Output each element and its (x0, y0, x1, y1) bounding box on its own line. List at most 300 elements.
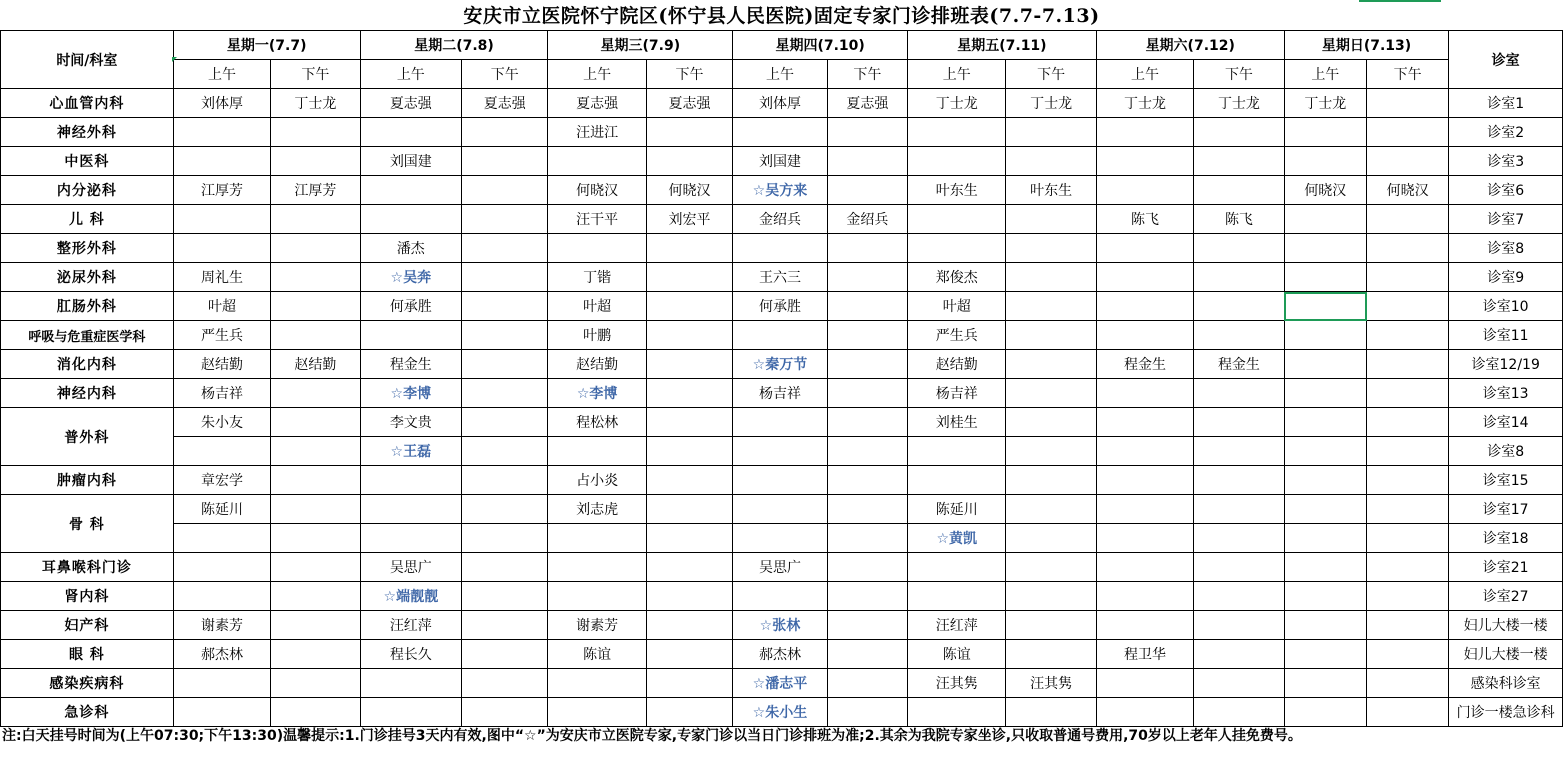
schedule-cell[interactable]: 郝杰林 (733, 640, 827, 669)
schedule-cell[interactable] (360, 698, 461, 727)
schedule-cell[interactable]: 丁士龙 (908, 89, 1006, 118)
schedule-cell[interactable]: 叶超 (173, 292, 270, 321)
schedule-cell[interactable]: 刘桂生 (908, 408, 1006, 437)
schedule-cell[interactable] (733, 466, 827, 495)
schedule-cell[interactable] (827, 495, 907, 524)
schedule-cell[interactable] (908, 466, 1006, 495)
schedule-cell[interactable]: 程长久 (360, 640, 461, 669)
schedule-cell[interactable] (1096, 669, 1193, 698)
schedule-cell[interactable] (1006, 408, 1096, 437)
schedule-cell[interactable] (1194, 379, 1284, 408)
schedule-cell[interactable] (462, 611, 548, 640)
schedule-cell[interactable] (462, 321, 548, 350)
schedule-cell[interactable] (1006, 524, 1096, 553)
schedule-cell[interactable] (1284, 611, 1366, 640)
schedule-cell[interactable] (462, 408, 548, 437)
schedule-cell[interactable] (1096, 553, 1193, 582)
schedule-cell[interactable] (548, 669, 646, 698)
schedule-cell[interactable] (1367, 437, 1449, 466)
schedule-cell[interactable] (1006, 350, 1096, 379)
schedule-cell[interactable]: 程松林 (548, 408, 646, 437)
room-cell[interactable]: 诊室18 (1449, 524, 1563, 553)
schedule-cell[interactable] (462, 350, 548, 379)
schedule-cell[interactable] (827, 147, 907, 176)
schedule-cell[interactable] (827, 350, 907, 379)
department-cell[interactable]: 普外科 (1, 408, 174, 466)
schedule-cell[interactable] (908, 582, 1006, 611)
schedule-cell[interactable]: 汪干平 (548, 205, 646, 234)
schedule-cell[interactable] (1194, 437, 1284, 466)
schedule-cell[interactable]: 夏志强 (548, 89, 646, 118)
schedule-cell[interactable] (173, 147, 270, 176)
room-cell[interactable]: 诊室12/19 (1449, 350, 1563, 379)
schedule-cell[interactable] (1194, 292, 1284, 321)
department-cell[interactable]: 骨 科 (1, 495, 174, 553)
schedule-cell[interactable] (271, 437, 360, 466)
schedule-cell[interactable] (462, 698, 548, 727)
schedule-cell[interactable] (462, 437, 548, 466)
schedule-cell[interactable]: 刘国建 (733, 147, 827, 176)
room-cell[interactable]: 诊室15 (1449, 466, 1563, 495)
schedule-cell[interactable] (1284, 408, 1366, 437)
schedule-cell[interactable]: ☆吴奔 (360, 263, 461, 292)
schedule-cell[interactable] (646, 611, 732, 640)
schedule-cell[interactable] (827, 408, 907, 437)
schedule-cell[interactable] (462, 495, 548, 524)
schedule-cell[interactable] (1096, 147, 1193, 176)
schedule-cell[interactable] (1194, 524, 1284, 553)
schedule-cell[interactable] (908, 205, 1006, 234)
department-cell[interactable]: 肾内科 (1, 582, 174, 611)
schedule-cell[interactable] (1006, 321, 1096, 350)
schedule-cell[interactable] (646, 234, 732, 263)
schedule-cell[interactable]: 江厚芳 (271, 176, 360, 205)
schedule-cell[interactable] (827, 611, 907, 640)
schedule-cell[interactable] (733, 234, 827, 263)
schedule-cell[interactable] (1006, 292, 1096, 321)
schedule-cell[interactable] (360, 669, 461, 698)
schedule-cell[interactable]: 夏志强 (360, 89, 461, 118)
schedule-cell[interactable] (1284, 379, 1366, 408)
schedule-cell[interactable] (1194, 582, 1284, 611)
schedule-cell[interactable] (1096, 611, 1193, 640)
schedule-cell[interactable] (1367, 147, 1449, 176)
schedule-cell[interactable] (271, 582, 360, 611)
schedule-cell[interactable] (271, 640, 360, 669)
schedule-cell[interactable] (360, 524, 461, 553)
schedule-cell[interactable]: 吴思广 (360, 553, 461, 582)
schedule-cell[interactable] (462, 118, 548, 147)
schedule-cell[interactable] (271, 292, 360, 321)
schedule-cell[interactable] (908, 698, 1006, 727)
schedule-cell[interactable] (1194, 234, 1284, 263)
schedule-cell[interactable] (1096, 176, 1193, 205)
schedule-cell[interactable] (548, 147, 646, 176)
schedule-cell[interactable]: 何晓汉 (646, 176, 732, 205)
schedule-cell[interactable] (646, 118, 732, 147)
schedule-cell[interactable]: 叶东生 (908, 176, 1006, 205)
schedule-cell[interactable] (1194, 408, 1284, 437)
schedule-cell[interactable] (908, 147, 1006, 176)
department-cell[interactable]: 内分泌科 (1, 176, 174, 205)
schedule-cell[interactable] (462, 176, 548, 205)
schedule-cell[interactable] (1284, 234, 1366, 263)
schedule-cell[interactable]: 何晓汉 (1284, 176, 1366, 205)
schedule-cell[interactable] (271, 495, 360, 524)
room-cell[interactable]: 诊室21 (1449, 553, 1563, 582)
schedule-cell[interactable] (173, 524, 270, 553)
schedule-cell[interactable] (360, 321, 461, 350)
schedule-cell[interactable]: 赵结勤 (173, 350, 270, 379)
schedule-cell[interactable] (1284, 437, 1366, 466)
schedule-cell[interactable] (548, 524, 646, 553)
schedule-cell[interactable]: ☆李博 (360, 379, 461, 408)
room-cell[interactable]: 门诊一楼急诊科 (1449, 698, 1563, 727)
schedule-cell[interactable]: ☆朱小生 (733, 698, 827, 727)
schedule-cell[interactable] (733, 321, 827, 350)
schedule-cell[interactable] (1367, 89, 1449, 118)
schedule-cell[interactable]: 叶超 (548, 292, 646, 321)
schedule-cell[interactable] (271, 466, 360, 495)
schedule-cell[interactable] (646, 524, 732, 553)
schedule-cell[interactable] (1006, 205, 1096, 234)
schedule-cell[interactable]: 叶东生 (1006, 176, 1096, 205)
room-cell[interactable]: 诊室8 (1449, 437, 1563, 466)
schedule-cell[interactable] (360, 495, 461, 524)
schedule-cell[interactable] (173, 669, 270, 698)
schedule-cell[interactable] (173, 698, 270, 727)
schedule-cell[interactable] (1367, 234, 1449, 263)
schedule-cell[interactable] (271, 669, 360, 698)
schedule-cell[interactable] (1006, 263, 1096, 292)
schedule-cell[interactable] (1367, 669, 1449, 698)
room-cell[interactable]: 诊室17 (1449, 495, 1563, 524)
schedule-cell[interactable] (1367, 379, 1449, 408)
schedule-cell[interactable]: 杨吉祥 (908, 379, 1006, 408)
schedule-cell[interactable]: 陈谊 (908, 640, 1006, 669)
schedule-cell[interactable] (1006, 118, 1096, 147)
schedule-cell[interactable] (1367, 495, 1449, 524)
schedule-cell[interactable]: 金绍兵 (827, 205, 907, 234)
schedule-cell[interactable]: 程金生 (1096, 350, 1193, 379)
schedule-cell[interactable] (646, 321, 732, 350)
schedule-cell[interactable] (646, 147, 732, 176)
schedule-cell[interactable] (271, 205, 360, 234)
schedule-cell[interactable] (173, 205, 270, 234)
schedule-cell[interactable] (733, 524, 827, 553)
schedule-cell[interactable]: 刘国建 (360, 147, 461, 176)
schedule-cell[interactable] (1367, 205, 1449, 234)
schedule-cell[interactable] (908, 234, 1006, 263)
schedule-cell[interactable] (271, 234, 360, 263)
department-cell[interactable]: 泌尿外科 (1, 263, 174, 292)
schedule-cell[interactable] (646, 466, 732, 495)
schedule-cell[interactable] (1284, 466, 1366, 495)
schedule-cell[interactable] (1194, 669, 1284, 698)
schedule-cell[interactable]: 郝杰林 (173, 640, 270, 669)
schedule-cell[interactable]: 吴思广 (733, 553, 827, 582)
schedule-cell[interactable] (462, 234, 548, 263)
schedule-cell[interactable] (908, 437, 1006, 466)
schedule-cell[interactable]: 赵结勤 (908, 350, 1006, 379)
schedule-cell[interactable]: 丁士龙 (1096, 89, 1193, 118)
schedule-cell[interactable] (271, 524, 360, 553)
schedule-cell[interactable] (1006, 466, 1096, 495)
schedule-cell[interactable] (1006, 379, 1096, 408)
schedule-cell[interactable] (271, 553, 360, 582)
schedule-cell[interactable] (271, 379, 360, 408)
schedule-cell[interactable] (733, 582, 827, 611)
schedule-cell[interactable]: 陈延川 (173, 495, 270, 524)
schedule-cell[interactable] (908, 118, 1006, 147)
schedule-cell[interactable] (827, 176, 907, 205)
schedule-cell[interactable]: 何承胜 (733, 292, 827, 321)
department-cell[interactable]: 耳鼻喉科门诊 (1, 553, 174, 582)
schedule-cell[interactable]: 刘体厚 (173, 89, 270, 118)
schedule-cell[interactable]: ☆王磊 (360, 437, 461, 466)
schedule-cell[interactable] (271, 408, 360, 437)
schedule-cell[interactable]: 严生兵 (908, 321, 1006, 350)
schedule-cell[interactable] (1006, 234, 1096, 263)
room-cell[interactable]: 诊室3 (1449, 147, 1563, 176)
department-cell[interactable]: 感染疾病科 (1, 669, 174, 698)
schedule-cell[interactable]: 王六三 (733, 263, 827, 292)
schedule-cell[interactable] (1284, 263, 1366, 292)
schedule-cell[interactable] (1367, 553, 1449, 582)
schedule-cell[interactable] (827, 321, 907, 350)
schedule-cell[interactable]: ☆张林 (733, 611, 827, 640)
schedule-cell[interactable] (1367, 640, 1449, 669)
schedule-cell[interactable]: 郑俊杰 (908, 263, 1006, 292)
schedule-cell[interactable]: 赵结勤 (271, 350, 360, 379)
schedule-cell[interactable] (646, 495, 732, 524)
schedule-cell[interactable]: 程金生 (360, 350, 461, 379)
schedule-cell[interactable]: 汪进江 (548, 118, 646, 147)
schedule-cell[interactable] (1006, 437, 1096, 466)
schedule-cell[interactable]: 占小炎 (548, 466, 646, 495)
schedule-cell[interactable] (733, 437, 827, 466)
schedule-cell[interactable] (827, 466, 907, 495)
schedule-cell[interactable]: 夏志强 (462, 89, 548, 118)
schedule-cell[interactable] (646, 292, 732, 321)
schedule-cell[interactable] (462, 379, 548, 408)
schedule-cell[interactable] (646, 553, 732, 582)
schedule-cell[interactable] (1194, 466, 1284, 495)
schedule-cell[interactable] (1006, 582, 1096, 611)
schedule-cell[interactable] (646, 669, 732, 698)
schedule-cell[interactable] (827, 669, 907, 698)
room-cell[interactable]: 感染科诊室 (1449, 669, 1563, 698)
schedule-cell[interactable] (173, 437, 270, 466)
schedule-cell[interactable] (827, 437, 907, 466)
schedule-cell[interactable] (827, 553, 907, 582)
schedule-cell[interactable]: 程金生 (1194, 350, 1284, 379)
schedule-cell[interactable] (1194, 263, 1284, 292)
department-cell[interactable]: 整形外科 (1, 234, 174, 263)
schedule-cell[interactable] (646, 640, 732, 669)
schedule-cell[interactable] (173, 118, 270, 147)
department-cell[interactable]: 消化内科 (1, 350, 174, 379)
schedule-cell[interactable]: 何晓汉 (548, 176, 646, 205)
schedule-cell[interactable] (271, 698, 360, 727)
schedule-cell[interactable] (1367, 321, 1449, 350)
schedule-cell[interactable]: 杨吉祥 (173, 379, 270, 408)
schedule-cell[interactable] (173, 234, 270, 263)
schedule-cell[interactable] (1367, 466, 1449, 495)
room-cell[interactable]: 诊室9 (1449, 263, 1563, 292)
schedule-cell[interactable]: ☆秦万节 (733, 350, 827, 379)
schedule-cell[interactable]: 丁士龙 (271, 89, 360, 118)
schedule-cell[interactable] (360, 205, 461, 234)
schedule-cell[interactable] (462, 640, 548, 669)
schedule-cell[interactable] (173, 582, 270, 611)
schedule-cell[interactable]: 何晓汉 (1367, 176, 1449, 205)
room-cell[interactable]: 诊室11 (1449, 321, 1563, 350)
room-cell[interactable]: 诊室10 (1449, 292, 1563, 321)
schedule-cell[interactable]: 程卫华 (1096, 640, 1193, 669)
schedule-cell[interactable]: 夏志强 (827, 89, 907, 118)
schedule-cell[interactable] (1096, 698, 1193, 727)
schedule-cell[interactable]: 刘志虎 (548, 495, 646, 524)
schedule-cell[interactable] (733, 118, 827, 147)
schedule-cell[interactable] (462, 582, 548, 611)
schedule-cell[interactable] (1006, 553, 1096, 582)
room-cell[interactable]: 诊室27 (1449, 582, 1563, 611)
schedule-cell[interactable] (1096, 466, 1193, 495)
room-cell[interactable]: 诊室2 (1449, 118, 1563, 147)
schedule-cell[interactable]: 刘体厚 (733, 89, 827, 118)
schedule-cell[interactable]: 杨吉祥 (733, 379, 827, 408)
schedule-cell[interactable] (1367, 118, 1449, 147)
schedule-cell[interactable] (908, 553, 1006, 582)
room-cell[interactable]: 诊室14 (1449, 408, 1563, 437)
schedule-cell[interactable]: ☆李博 (548, 379, 646, 408)
schedule-cell[interactable]: 江厚芳 (173, 176, 270, 205)
schedule-cell[interactable]: 丁士龙 (1284, 89, 1366, 118)
schedule-cell[interactable] (1284, 350, 1366, 379)
schedule-cell[interactable] (462, 669, 548, 698)
schedule-cell[interactable] (827, 292, 907, 321)
department-cell[interactable]: 儿 科 (1, 205, 174, 234)
schedule-cell[interactable] (548, 698, 646, 727)
schedule-cell[interactable]: 谢素芳 (548, 611, 646, 640)
department-cell[interactable]: 妇产科 (1, 611, 174, 640)
schedule-cell[interactable] (548, 437, 646, 466)
schedule-cell[interactable] (827, 379, 907, 408)
department-cell[interactable]: 神经外科 (1, 118, 174, 147)
schedule-cell[interactable]: ☆黄凯 (908, 524, 1006, 553)
department-cell[interactable]: 眼 科 (1, 640, 174, 669)
room-cell[interactable]: 诊室7 (1449, 205, 1563, 234)
schedule-cell[interactable] (646, 698, 732, 727)
schedule-cell[interactable]: 陈飞 (1096, 205, 1193, 234)
schedule-cell[interactable] (462, 263, 548, 292)
schedule-cell[interactable] (1006, 611, 1096, 640)
schedule-cell[interactable] (1367, 611, 1449, 640)
schedule-cell[interactable] (733, 408, 827, 437)
schedule-cell[interactable] (548, 582, 646, 611)
department-cell[interactable]: 中医科 (1, 147, 174, 176)
schedule-cell[interactable]: 汪红萍 (908, 611, 1006, 640)
schedule-cell[interactable] (1096, 582, 1193, 611)
schedule-cell[interactable]: ☆端靓靓 (360, 582, 461, 611)
room-cell[interactable]: 妇儿大楼一楼 (1449, 611, 1563, 640)
schedule-cell[interactable] (1367, 350, 1449, 379)
schedule-cell[interactable] (1194, 611, 1284, 640)
schedule-cell[interactable] (1194, 118, 1284, 147)
department-cell[interactable]: 呼吸与危重症医学科 (1, 321, 174, 350)
schedule-cell[interactable]: 汪红萍 (360, 611, 461, 640)
schedule-cell[interactable] (1194, 176, 1284, 205)
room-cell[interactable]: 妇儿大楼一楼 (1449, 640, 1563, 669)
schedule-cell[interactable] (462, 292, 548, 321)
schedule-cell[interactable] (271, 118, 360, 147)
schedule-cell[interactable] (1096, 524, 1193, 553)
schedule-cell[interactable] (1194, 698, 1284, 727)
schedule-cell[interactable] (646, 437, 732, 466)
schedule-cell[interactable] (646, 408, 732, 437)
schedule-cell[interactable] (173, 553, 270, 582)
schedule-cell[interactable] (1284, 118, 1366, 147)
schedule-cell[interactable]: 谢素芳 (173, 611, 270, 640)
schedule-cell[interactable] (1006, 640, 1096, 669)
schedule-cell[interactable]: ☆潘志平 (733, 669, 827, 698)
schedule-cell[interactable] (827, 263, 907, 292)
department-cell[interactable]: 心血管内科 (1, 89, 174, 118)
schedule-cell[interactable] (271, 147, 360, 176)
schedule-cell[interactable] (1284, 495, 1366, 524)
schedule-cell[interactable] (1096, 379, 1193, 408)
schedule-cell[interactable] (1096, 321, 1193, 350)
schedule-cell[interactable] (1284, 553, 1366, 582)
department-cell[interactable]: 急诊科 (1, 698, 174, 727)
schedule-cell[interactable] (462, 466, 548, 495)
schedule-cell[interactable] (1096, 263, 1193, 292)
schedule-cell[interactable] (827, 524, 907, 553)
schedule-cell[interactable]: 李文贵 (360, 408, 461, 437)
schedule-cell[interactable] (1194, 147, 1284, 176)
schedule-cell[interactable] (1194, 495, 1284, 524)
room-cell[interactable]: 诊室8 (1449, 234, 1563, 263)
schedule-cell[interactable]: 章宏学 (173, 466, 270, 495)
schedule-cell[interactable]: 赵结勤 (548, 350, 646, 379)
schedule-cell[interactable] (1006, 698, 1096, 727)
schedule-cell[interactable]: 丁锴 (548, 263, 646, 292)
schedule-cell[interactable] (271, 611, 360, 640)
schedule-cell[interactable] (1096, 495, 1193, 524)
department-cell[interactable]: 肿瘤内科 (1, 466, 174, 495)
schedule-cell[interactable] (827, 118, 907, 147)
schedule-cell[interactable] (1194, 553, 1284, 582)
schedule-cell[interactable]: 严生兵 (173, 321, 270, 350)
schedule-cell[interactable] (1006, 147, 1096, 176)
schedule-cell[interactable] (1284, 292, 1366, 321)
schedule-cell[interactable] (646, 350, 732, 379)
room-cell[interactable]: 诊室1 (1449, 89, 1563, 118)
schedule-cell[interactable] (1096, 292, 1193, 321)
room-cell[interactable]: 诊室13 (1449, 379, 1563, 408)
schedule-cell[interactable]: 陈飞 (1194, 205, 1284, 234)
schedule-cell[interactable] (548, 234, 646, 263)
schedule-cell[interactable] (1194, 640, 1284, 669)
schedule-cell[interactable] (271, 263, 360, 292)
schedule-cell[interactable] (1284, 669, 1366, 698)
schedule-cell[interactable] (1096, 234, 1193, 263)
schedule-cell[interactable] (271, 321, 360, 350)
schedule-cell[interactable]: 汪其隽 (1006, 669, 1096, 698)
schedule-cell[interactable] (1367, 292, 1449, 321)
schedule-cell[interactable] (1367, 524, 1449, 553)
